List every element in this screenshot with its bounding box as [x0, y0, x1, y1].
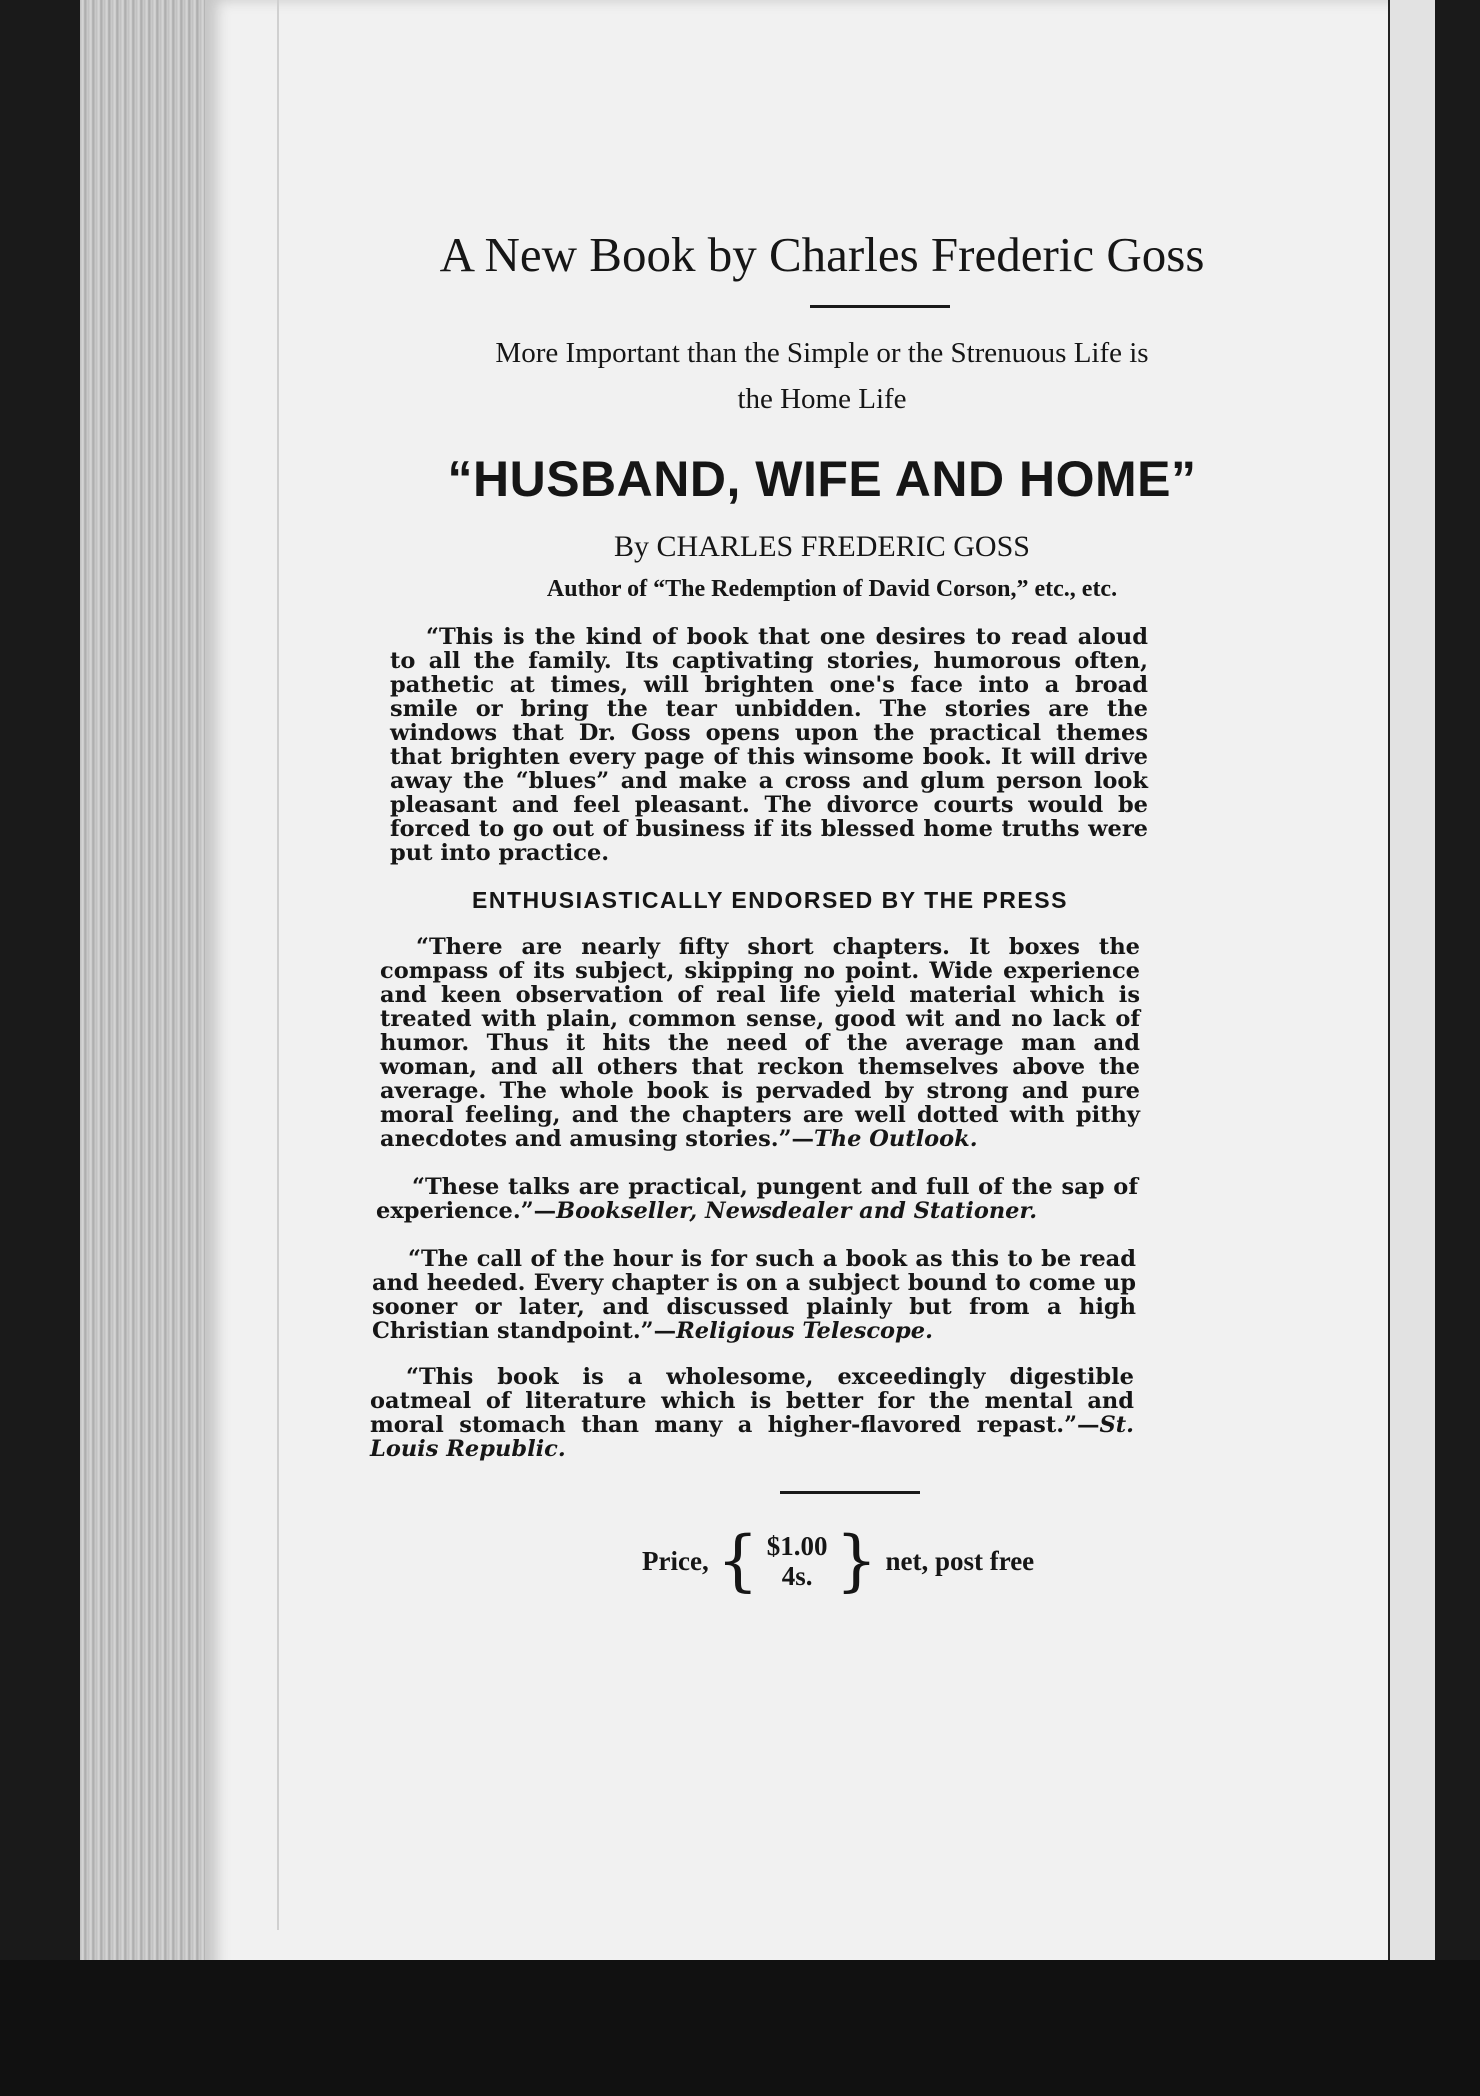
- subheading: [272, 330, 1262, 422]
- scan-background: [0, 1960, 1480, 2096]
- next-page-edge: [1388, 0, 1435, 2060]
- quote-source: Bookseller, Newsdealer and Stationer.: [556, 1198, 1038, 1224]
- press-quote: [370, 1365, 1134, 1461]
- quote-text: “There are nearly fifty short chapters. It boxes the compass of its subject, skipping no point. Wide experience and keen observation of real life yield material which is treated with plain, common sense, good wit and no lack of humor. Thus it hits the need of the average man and woman, and all others that reckon themselves above the average. The whole book is pervaded by strong and pure moral feeling, and the chapters are well dotted with pithy anecdotes and amusing stories.”—: [380, 934, 1140, 1152]
- quote-source: Religious Telescope.: [676, 1318, 933, 1344]
- subheading-line: More Important than the Simple or the Strenuous Life is: [495, 337, 1149, 369]
- quote-text: “This book is a wholesome, exceedingly digestible oatmeal of literature which is better for the mental and moral stomach than many a higher-flavored repast.”—: [370, 1364, 1134, 1438]
- quote-text: “The call of the hour is for such a book as this to be read and heeded. Every chapter is on a subject bound to come up sooner or later, and discussed plainly but from a high Christian standpoint.”—: [372, 1246, 1136, 1344]
- price-suffix: net, post free: [885, 1545, 1035, 1576]
- quote-source: St. Louis Republic.: [370, 1412, 1134, 1462]
- left-brace: {: [716, 1522, 759, 1599]
- intro-paragraph: “This is the kind of book that one desires to read aloud to all the family. Its captivating stories, humorous often, pathetic at times, will brighten one's face into a broad smile or bring the tear unbidden. The stories are the windows that Dr. Goss opens upon the practical themes that brighten every page of this winsome book. It will drive away the “blues” and make a cross and glum person look pleasant and feel pleasant. The divorce courts would be forced to go out of business if its blessed home truths were put into practice.: [390, 624, 1148, 866]
- quote-text: “These talks are practical, pungent and full of the sap of experience.”—: [376, 1174, 1138, 1224]
- press-quote: [380, 935, 1140, 1151]
- book-title: “HUSBAND, WIFE AND HOME”: [447, 451, 1197, 507]
- press-quote: [372, 1247, 1136, 1343]
- author-credits: Author of “The Redemption of David Corson,” etc., etc.: [546, 576, 1118, 602]
- advertisement: [272, 226, 1262, 1599]
- divider-rule: [780, 1491, 920, 1494]
- price-gbp: 4s.: [781, 1561, 813, 1591]
- quote-source: The Outlook.: [814, 1126, 978, 1152]
- price-amounts: [767, 1531, 828, 1591]
- right-brace: }: [835, 1522, 878, 1599]
- price-label: Price,: [642, 1545, 709, 1576]
- divider-rule: [810, 305, 950, 308]
- subheading-line: the Home Life: [737, 383, 907, 415]
- press-quote: [376, 1175, 1138, 1223]
- book-page-edges: [80, 0, 220, 1990]
- section-heading: ENTHUSIASTICALLY ENDORSED BY THE PRESS: [472, 887, 1068, 913]
- headline: A New Book by Charles Frederic Goss: [439, 227, 1205, 282]
- price-line: [642, 1522, 1262, 1599]
- price-usd: $1.00: [766, 1531, 828, 1561]
- byline: By CHARLES FREDERIC GOSS: [614, 530, 1030, 563]
